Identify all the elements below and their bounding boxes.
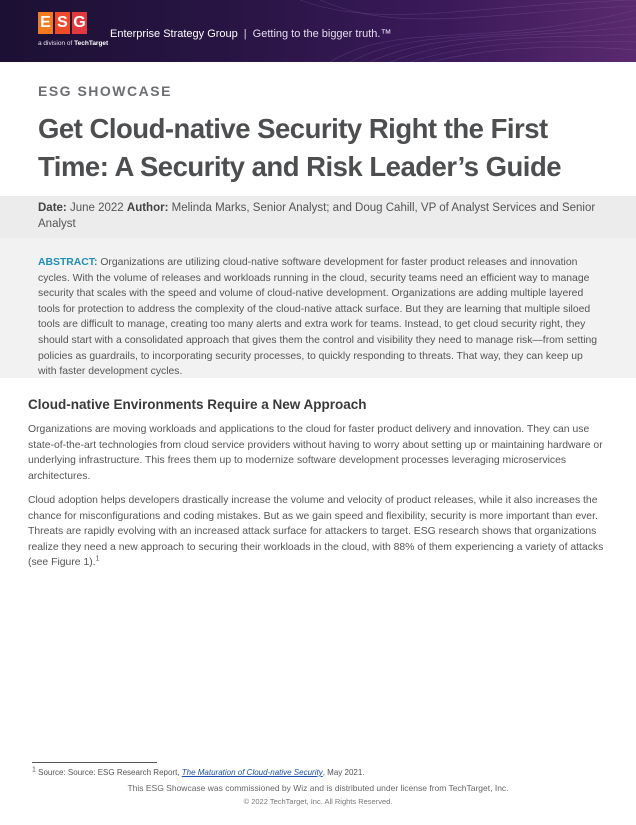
footnote bbox=[32, 768, 365, 777]
date-value: June 2022 bbox=[69, 202, 124, 214]
body-paragraph-1: Organizations are moving workloads and applications to the cloud for faster product delivery and innovation. They can use state-of-the-art technologies from cloud service providers without having to worry about setting up or maintaining hardware or underlying infrastructure. This frees them up to modernize software development processes leveraging microservices architectures. bbox=[28, 424, 603, 482]
footnote-report-link[interactable]: The Maturation of Cloud-native Security bbox=[181, 768, 323, 777]
body-paragraph-2 bbox=[28, 493, 606, 571]
series-label: ESG SHOWCASE bbox=[38, 83, 172, 99]
logo-letter-s: S bbox=[55, 12, 70, 34]
date-label: Date: bbox=[38, 202, 67, 214]
author-label: Author: bbox=[126, 202, 169, 214]
footnote-suffix: , May 2021. bbox=[322, 768, 365, 777]
brand-name: Enterprise Strategy Group bbox=[110, 28, 238, 40]
logo-sub-brand: TechTarget bbox=[74, 40, 109, 47]
logo-subtitle bbox=[38, 40, 108, 47]
abstract-label: ABSTRACT: bbox=[38, 257, 98, 268]
abstract-text: Organizations are utilizing cloud-native software development for faster product releases and innovation cycles. With the volume of releases and workloads running in the cloud, security teams need an efficient way to manage security that scales with the speed and volume of cloud-native development. Organizations are adding multiple layered tools for protection to address the complexity of the cloud-native attack surface. But they are learning that multiple siloed tools are difficult to manage, creating too many alerts and extra work for teams. Instead, to get cloud security right, they should start with a consolidated approach that gives them the control and visibility they need to manage risk—from setting policies as guardrails, to incorporating security processes, to quickly responding to threats. That way, they can keep up with faster development cycles. bbox=[38, 257, 598, 378]
logo-letter-g: G bbox=[72, 12, 87, 34]
banner-separator: | bbox=[243, 28, 247, 40]
page-title: Get Cloud-native Security Right the First Time: A Security and Risk Leader’s Guide bbox=[38, 113, 562, 182]
footnote-reference[interactable]: 1 bbox=[95, 555, 100, 563]
brand-tagline: Getting to the bigger truth.™ bbox=[252, 28, 392, 40]
footnote-marker: 1 bbox=[32, 766, 36, 774]
copyright-notice: © 2022 TechTarget, Inc. All Rights Reserved. bbox=[243, 797, 393, 806]
header-banner bbox=[0, 0, 636, 62]
document-meta bbox=[38, 200, 598, 232]
logo-sub-prefix: a division of bbox=[38, 40, 75, 47]
section-heading: Cloud-native Environments Require a New Approach bbox=[28, 397, 367, 412]
logo-letter-e: E bbox=[38, 12, 53, 34]
author-list: Melinda Marks, Senior Analyst; and Doug Cahill, VP of Analyst Services and Senior Analyst bbox=[38, 202, 596, 230]
commission-notice: This ESG Showcase was commissioned by Wiz and is distributed under license from TechTarget, Inc. bbox=[127, 783, 509, 793]
footnote-prefix: Source: Source: ESG Research Report, bbox=[35, 768, 182, 777]
banner-text bbox=[110, 28, 391, 40]
body-paragraph-2-text: Cloud adoption helps developers drastically increase the volume and velocity of product releases, while it also increases the chance for misconfigurations and coding mistakes. But as we gain speed and flexibility, security is more important than ever. Threats are rapidly evolving with an increased attack surface for attackers to target. ESG research shows that organizations realize they need a new approach to securing their workloads in the cloud, with 88% of them experiencing a variety of attacks (see Figure 1). bbox=[28, 495, 604, 569]
esg-logo bbox=[38, 12, 89, 34]
footnote-divider bbox=[32, 762, 157, 763]
abstract bbox=[38, 255, 598, 380]
